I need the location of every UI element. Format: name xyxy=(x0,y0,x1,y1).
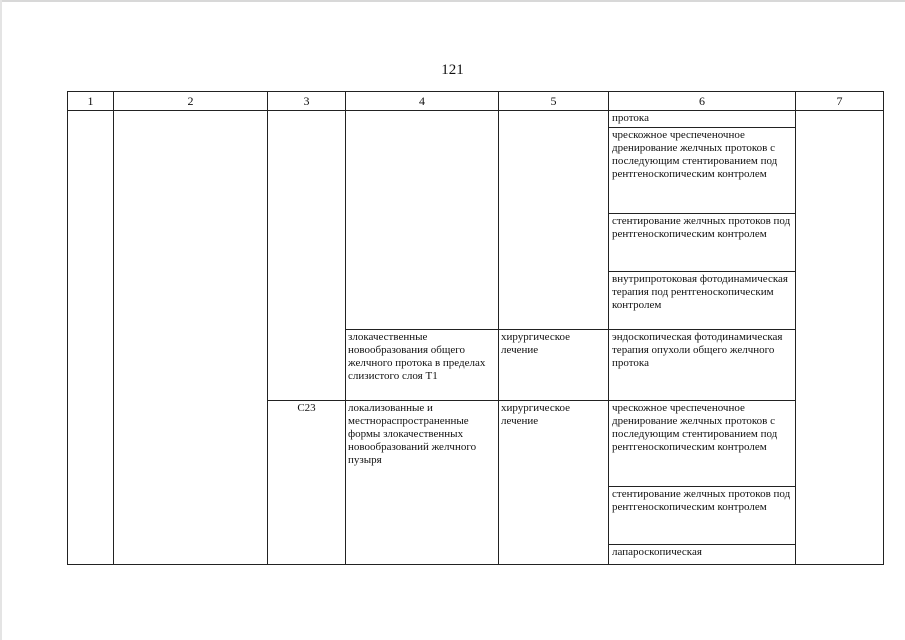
scan-edge-left xyxy=(0,0,2,640)
method-cell: внутрипротоковая фотодинамическая терапия под рентгеноскопическим контролем xyxy=(609,272,796,330)
cell-col1 xyxy=(68,111,114,565)
header-cell-7: 7 xyxy=(796,92,884,111)
method-cell: чрескожное чреспеченочное дренирование желчных протоков с последующим стентированием под рентгеноскопическим контролем xyxy=(609,128,796,214)
diagnosis-cell: локализованные и местнораспространенные формы злокачественных новообразований желчного пузыря xyxy=(346,401,499,565)
header-cell-6: 6 xyxy=(609,92,796,111)
icd-code-cell: С23 xyxy=(268,401,346,565)
method-cell: лапароскопическая xyxy=(609,545,796,565)
method-cell: протока xyxy=(609,111,796,128)
method-cell: стентирование желчных протоков под рентгеноскопическим контролем xyxy=(609,487,796,545)
treatment-type-cell: хирургическое лечение xyxy=(499,330,609,401)
procedures-table xyxy=(67,91,884,565)
header-cell-1: 1 xyxy=(68,92,114,111)
treatment-type-cell: хирургическое лечение xyxy=(499,401,609,565)
cell-col5 xyxy=(499,111,609,330)
cell-col2 xyxy=(114,111,268,565)
method-cell: эндоскопическая фотодинамическая терапия опухоли общего желчного протока xyxy=(609,330,796,401)
header-row xyxy=(68,92,884,111)
table-row xyxy=(68,111,884,128)
cell-col4 xyxy=(346,111,499,330)
cell-col3 xyxy=(268,111,346,401)
header-cell-4: 4 xyxy=(346,92,499,111)
page-number: 121 xyxy=(441,62,464,78)
diagnosis-cell: злокачественные новообразования общего желчного протока в пределах слизистого слоя Т1 xyxy=(346,330,499,401)
header-cell-2: 2 xyxy=(114,92,268,111)
header-cell-5: 5 xyxy=(499,92,609,111)
method-cell: стентирование желчных протоков под рентгеноскопическим контролем xyxy=(609,214,796,272)
header-cell-3: 3 xyxy=(268,92,346,111)
cell-col7 xyxy=(796,111,884,565)
method-cell: чрескожное чреспеченочное дренирование желчных протоков с последующим стентированием под рентгеноскопическим контролем xyxy=(609,401,796,487)
scan-edge xyxy=(0,0,905,2)
